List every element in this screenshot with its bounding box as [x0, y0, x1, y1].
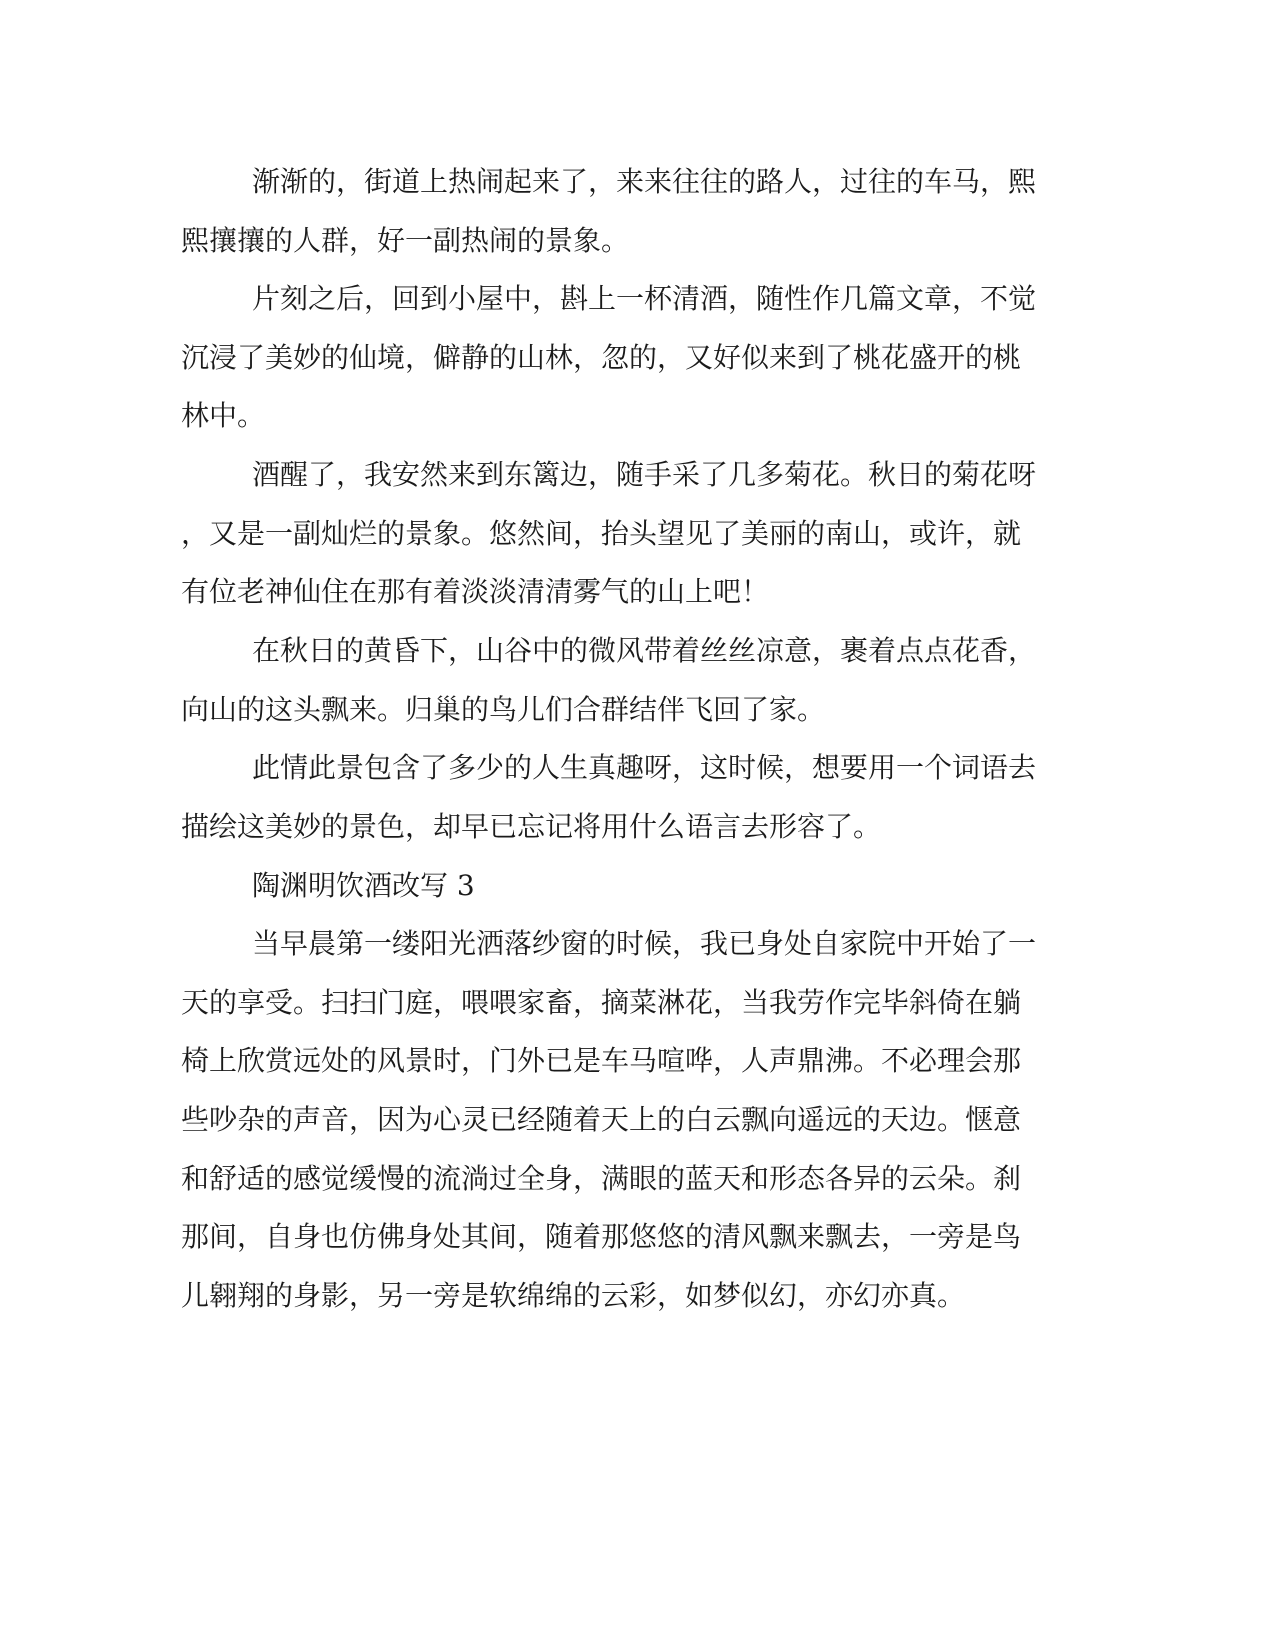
text-line: 此情此景包含了多少的人生真趣呀，这时候，想要用一个词语去: [252, 751, 1037, 784]
paragraph-2-line-3: [0, 396, 1275, 436]
text-line: 片刻之后，回到小屋中，斟上一杯清酒，随性作几篇文章，不觉: [252, 282, 1037, 315]
text-line: 描绘这美妙的景色，却早已忘记将用什么语言去形容了。: [181, 810, 882, 843]
paragraph-5-line-1: [0, 748, 1275, 788]
paragraph-4-line-2: [0, 690, 1275, 730]
paragraph-4-line-1: [0, 631, 1275, 671]
text-line: 天的享受。扫扫门庭，喂喂家畜，摘菜淋花，当我劳作完毕斜倚在躺: [181, 986, 1022, 1019]
paragraph-6-line-4: [0, 1100, 1275, 1140]
text-line: 些吵杂的声音，因为心灵已经随着天上的白云飘向遥远的天边。惬意: [181, 1103, 1022, 1136]
text-line: 当早晨第一缕阳光洒落纱窗的时候，我已身处自家院中开始了一: [252, 927, 1037, 960]
text-line: 向山的这头飘来。归巢的鸟儿们合群结伴飞回了家。: [181, 693, 826, 726]
text-line: 林中。: [181, 399, 266, 432]
text-line: ，又是一副灿烂的景象。悠然间，抬头望见了美丽的南山，或许，就: [181, 517, 1022, 550]
text-line: 那间，自身也仿佛身处其间，随着那悠悠的清风飘来飘去，一旁是鸟: [181, 1220, 1022, 1253]
text-line: 沉浸了美妙的仙境，僻静的山林，忽的，又好似来到了桃花盛开的桃: [181, 341, 1022, 374]
text-line: 酒醒了，我安然来到东篱边，随手采了几多菊花。秋日的菊花呀: [252, 458, 1037, 491]
paragraph-6-line-7: [0, 1276, 1275, 1316]
text-line: 椅上欣赏远处的风景时，门外已是车马喧哗，人声鼎沸。不必理会那: [181, 1044, 1022, 1077]
text-line: 儿翱翔的身影，另一旁是软绵绵的云彩，如梦似幻，亦幻亦真。: [181, 1279, 966, 1312]
section-heading: [0, 866, 1275, 906]
paragraph-6-line-6: [0, 1217, 1275, 1257]
paragraph-5-line-2: [0, 807, 1275, 847]
text-line: 在秋日的黄昏下，山谷中的微风带着丝丝凉意，裹着点点花香，: [252, 634, 1037, 667]
paragraph-1-line-2: [0, 221, 1275, 261]
text-line: 渐渐的，街道上热闹起来了，来来往往的路人，过往的车马，熙: [252, 165, 1037, 198]
text-line: 和舒适的感觉缓慢的流淌过全身，满眼的蓝天和形态各异的云朵。刹: [181, 1162, 1022, 1195]
paragraph-2-line-2: [0, 338, 1275, 378]
paragraph-3-line-2: [0, 514, 1275, 554]
paragraph-6-line-3: [0, 1041, 1275, 1081]
paragraph-6-line-2: [0, 983, 1275, 1023]
text-line: 熙攘攘的人群，好一副热闹的景象。: [181, 224, 630, 257]
paragraph-1-line-1: [0, 162, 1275, 202]
paragraph-2-line-1: [0, 279, 1275, 319]
paragraph-6-line-1: [0, 924, 1275, 964]
section-heading-text: 陶渊明饮酒改写 3: [252, 869, 475, 902]
paragraph-6-line-5: [0, 1159, 1275, 1199]
text-line: 有位老神仙住在那有着淡淡清清雾气的山上吧！: [181, 575, 770, 608]
paragraph-3-line-1: [0, 455, 1275, 495]
paragraph-3-line-3: [0, 572, 1275, 612]
